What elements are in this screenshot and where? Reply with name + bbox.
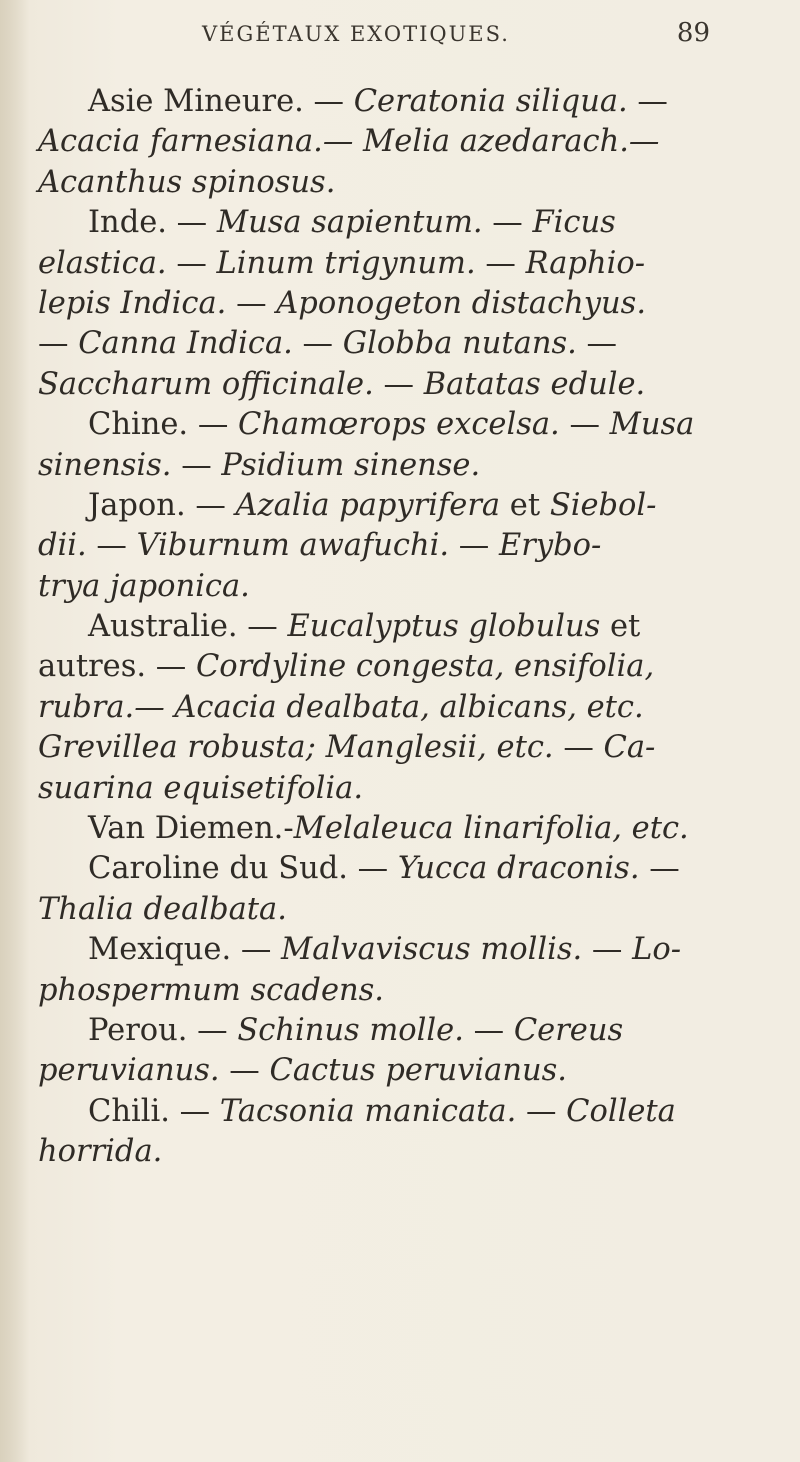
species-name-italic: Saccharum officinale. [38,366,374,402]
species-name-italic: Cereus [513,1012,624,1048]
text-segment: autres. — [38,649,196,685]
species-name-italic: horrida. [38,1134,163,1170]
species-name-italic: Schinus molle. [237,1012,464,1048]
text-line [38,486,738,526]
text-segment: Japon. — [88,487,236,523]
species-name-italic: Erybo- [499,528,602,564]
species-name-italic: Grevillea robusta; Manglesii, etc. [38,730,554,766]
species-name-italic: Aponogeton distachyus. [276,285,647,321]
species-name-italic: Acacia farnesiana.— Melia azedarach.— [38,124,660,160]
species-name-italic: Chamœrops excelsa. [238,407,560,443]
species-name-italic: Ca- [603,730,656,766]
species-name-italic: elastica. [38,245,167,281]
species-name-italic: trya japonica. [38,568,250,604]
species-name-italic: Thalia dealbata. [38,891,287,927]
text-line [38,324,738,364]
text-line [38,526,738,566]
text-line [38,284,738,324]
species-name-italic: Melaleuca linarifolia, etc. [293,811,689,847]
text-line [38,1011,738,1051]
species-name-italic: suarina equisetifolia. [38,770,364,806]
text-segment: — [38,326,79,362]
species-name-italic: Musa sapientum. [216,205,483,241]
text-line [38,728,738,768]
page-header [190,18,710,54]
text-line [38,567,738,607]
text-segment: — [576,326,618,362]
text-segment: Van Diemen.- [88,811,294,847]
text-segment: — [627,84,668,119]
text-line [38,1092,738,1132]
species-name-italic: Cordyline congesta, ensifolia, [195,649,655,685]
species-name-italic: sinensis. [38,447,172,483]
text-segment: — [582,932,633,968]
species-name-italic: dii. [38,528,87,564]
species-name-italic: Eucalyptus globulus [287,609,601,645]
species-name-italic: Viburnum awafuchi. [136,528,450,564]
species-name-italic: Colleta [566,1093,676,1129]
text-line [38,1132,738,1172]
text-segment: et [600,609,641,645]
text-line [38,809,738,849]
text-line [38,890,738,930]
running-title: VÉGÉTAUX EXOTIQUES. [202,22,510,46]
text-segment: — [559,407,610,443]
species-name-italic: Yucca draconis. [397,851,640,887]
text-segment: Perou. — [88,1012,238,1048]
species-name-italic: Raphio- [525,245,646,281]
species-name-italic: Lo- [632,932,682,968]
text-segment: Asie Mineure. — [88,84,354,119]
species-name-italic: Canna Indica. [78,326,293,362]
species-name-italic: Siebol- [549,487,657,523]
text-line [38,1051,738,1091]
text-segment: — [226,285,277,321]
text-segment: — [475,245,526,281]
text-segment: Mexique. — [88,932,282,968]
text-segment: — [639,851,680,887]
text-segment: — [482,205,533,241]
species-name-italic: peruvianus. [38,1053,220,1089]
text-segment: — [553,730,604,766]
text-line [38,769,738,809]
text-line [38,647,738,687]
text-line [38,122,738,162]
text-segment: Chili. — [88,1093,220,1129]
species-name-italic: Ceratonia siliqua. [353,84,628,119]
species-name-italic: Malvaviscus mollis. [281,932,583,968]
text-line [38,365,738,405]
text-segment: — [449,528,499,564]
page-number: 89 [676,18,710,48]
species-name-italic: Cactus peruvianus. [269,1053,567,1089]
text-line [38,405,738,445]
text-segment: Australie. — [88,609,288,645]
body-text [38,82,738,1173]
text-segment: Caroline du Sud. — [88,851,398,887]
species-name-italic: Acanthus spinosus. [38,164,336,200]
text-segment: — [373,366,424,402]
text-line [38,849,738,889]
species-name-italic: Linum trigynum. [216,245,476,281]
text-line [38,82,738,122]
text-line [38,244,738,284]
text-line [38,930,738,970]
text-line [38,203,738,243]
species-name-italic: Tacsonia manicata. [219,1093,517,1129]
species-name-italic: Musa [609,407,695,443]
species-name-italic: lepis Indica. [38,285,227,321]
text-segment: — [166,245,217,281]
text-segment: — [516,1093,567,1129]
text-segment: — [463,1012,514,1048]
species-name-italic: rubra.— Acacia dealbata, albicans, etc. [38,689,644,725]
text-segment: Chine. — [88,407,239,443]
text-segment: Inde. — [88,205,217,241]
text-line [38,446,738,486]
text-segment: — [292,326,343,362]
species-name-italic: phospermum scadens. [38,972,384,1008]
species-name-italic: Ficus [532,205,616,241]
text-line [38,607,738,647]
page-gutter-shadow [0,0,30,1462]
text-line [38,971,738,1011]
text-segment: — [86,528,137,564]
species-name-italic: Psidium sinense. [221,447,481,483]
species-name-italic: Batatas edule. [423,366,646,402]
text-line [38,688,738,728]
species-name-italic: Azalia papyrifera [235,487,501,523]
text-line [38,163,738,203]
text-segment: et [500,487,550,523]
species-name-italic: Globba nutans. [342,326,577,362]
text-segment: — [219,1053,270,1089]
text-segment: — [171,447,222,483]
